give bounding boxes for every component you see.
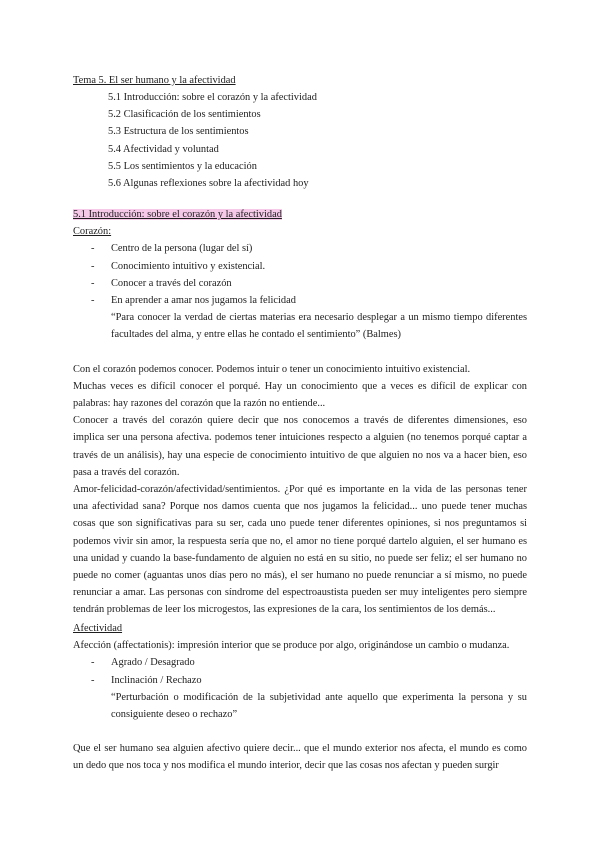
bullet-item: - Centro de la persona (lugar del sí) [91,243,253,255]
paragraph: Conocer a través del corazón quiere decir que nos conocemos a través de diferentes dimensiones, eso implica ser una persona afectiva. podemos tener intuiciones respecto a alguien (no tenemos porqué captar a través de un análisis), hay una especie de conocimiento intuitivo de que alguien no nos va a hacer bien, eso pasa a través del corazón. [73,415,527,478]
paragraph: Muchas veces es difícil conocer el porqué. Hay un conocimiento que a veces es difícil de explicar con palabras: hay razones del corazón que la razón no entiende... [73,380,527,410]
table-of-contents [108,89,317,192]
section-afectividad [73,620,527,775]
toc-item: 5.3 Estructura de los sentimientos [108,126,249,138]
toc-item: 5.6 Algunas reflexiones sobre la afectividad hoy [108,178,309,190]
bullet-item: - En aprender a amar nos jugamos la felicidad [91,295,296,307]
toc-item: 5.1 Introducción: sobre el corazón y la afectividad [108,92,317,103]
paragraph: Con el corazón podemos conocer. Podemos intuir o tener un conocimiento intuitivo existencial. [73,363,471,375]
bullet-item: - Inclinación / Rechazo [91,674,202,686]
toc-item: 5.2 Clasificación de los sentimientos [108,109,261,121]
afectividad-quote: “Perturbación o modificación de la subjetividad ante aquello que experimenta la persona y su consiguiente deseo o rechazo” [111,691,527,721]
section-heading: 5.1 Introducción: sobre el corazón y la afectividad [73,209,282,220]
paragraph: Amor-felicidad-corazón/afectividad/sentimientos. ¿Por qué es importante en la vida de las personas tener una afectividad sana? Porque nos damos cuenta que nos jugamos la felicidad... uno puede tener muchas cosas que son significativas para su ser, cada uno puede tener diferentes opiniones, si nos preguntamos si podemos vivir sin amor, la respuesta sería que no, el amor no tiene porqué dartelo alguien, el ser humano es una unidad y cuando la base-fundamento de alguien no está en su sitio, no puede ser feliz; el ser humano no puede no comer (aguantas unos días pero no más), el ser humano no puede renunciar a sí mismo, no puede renunciar a amar. Las personas con síndrome del espectroaustista pueden ser muy inteligentes pero siempre tendrán problemas de leer los microgestos, las expresiones de la cara, los sentimientos de los demás... [73,484,527,616]
toc-item: 5.4 Afectividad y voluntad [108,143,219,155]
toc-item: 5.5 Los sentimientos y la educación [108,160,257,172]
bullet-item: - Conocimiento intuitivo y existencial. [91,260,266,272]
paragraph: Que el ser humano sea alguien afectivo quiere decir... que el mundo exterior nos afecta, el mundo es como un dedo que nos toca y nos modifica el mundo interior, decir que las cosas nos afectan y pueden surgir [73,743,527,772]
balmes-quote: “Para conocer la verdad de ciertas materias era necesario desplegar a un mismo tiempo diferentes facultades del alma, y entre ellas he contado el sentimiento” (Balmes) [111,312,527,341]
section-introduccion [73,206,527,619]
bullet-item: - Conocer a través del corazón [91,277,232,289]
section-heading: Afectividad [73,623,123,634]
document-title: Tema 5. El ser humano y la afectividad [73,75,236,86]
bullet-item: - Agrado / Desagrado [91,657,195,669]
subheading-corazon: Corazón: [73,226,112,238]
definition-afeccion: Afección (affectationis): impresión interior que se produce por algo, originándose un cambio o mudanza. [73,640,510,652]
